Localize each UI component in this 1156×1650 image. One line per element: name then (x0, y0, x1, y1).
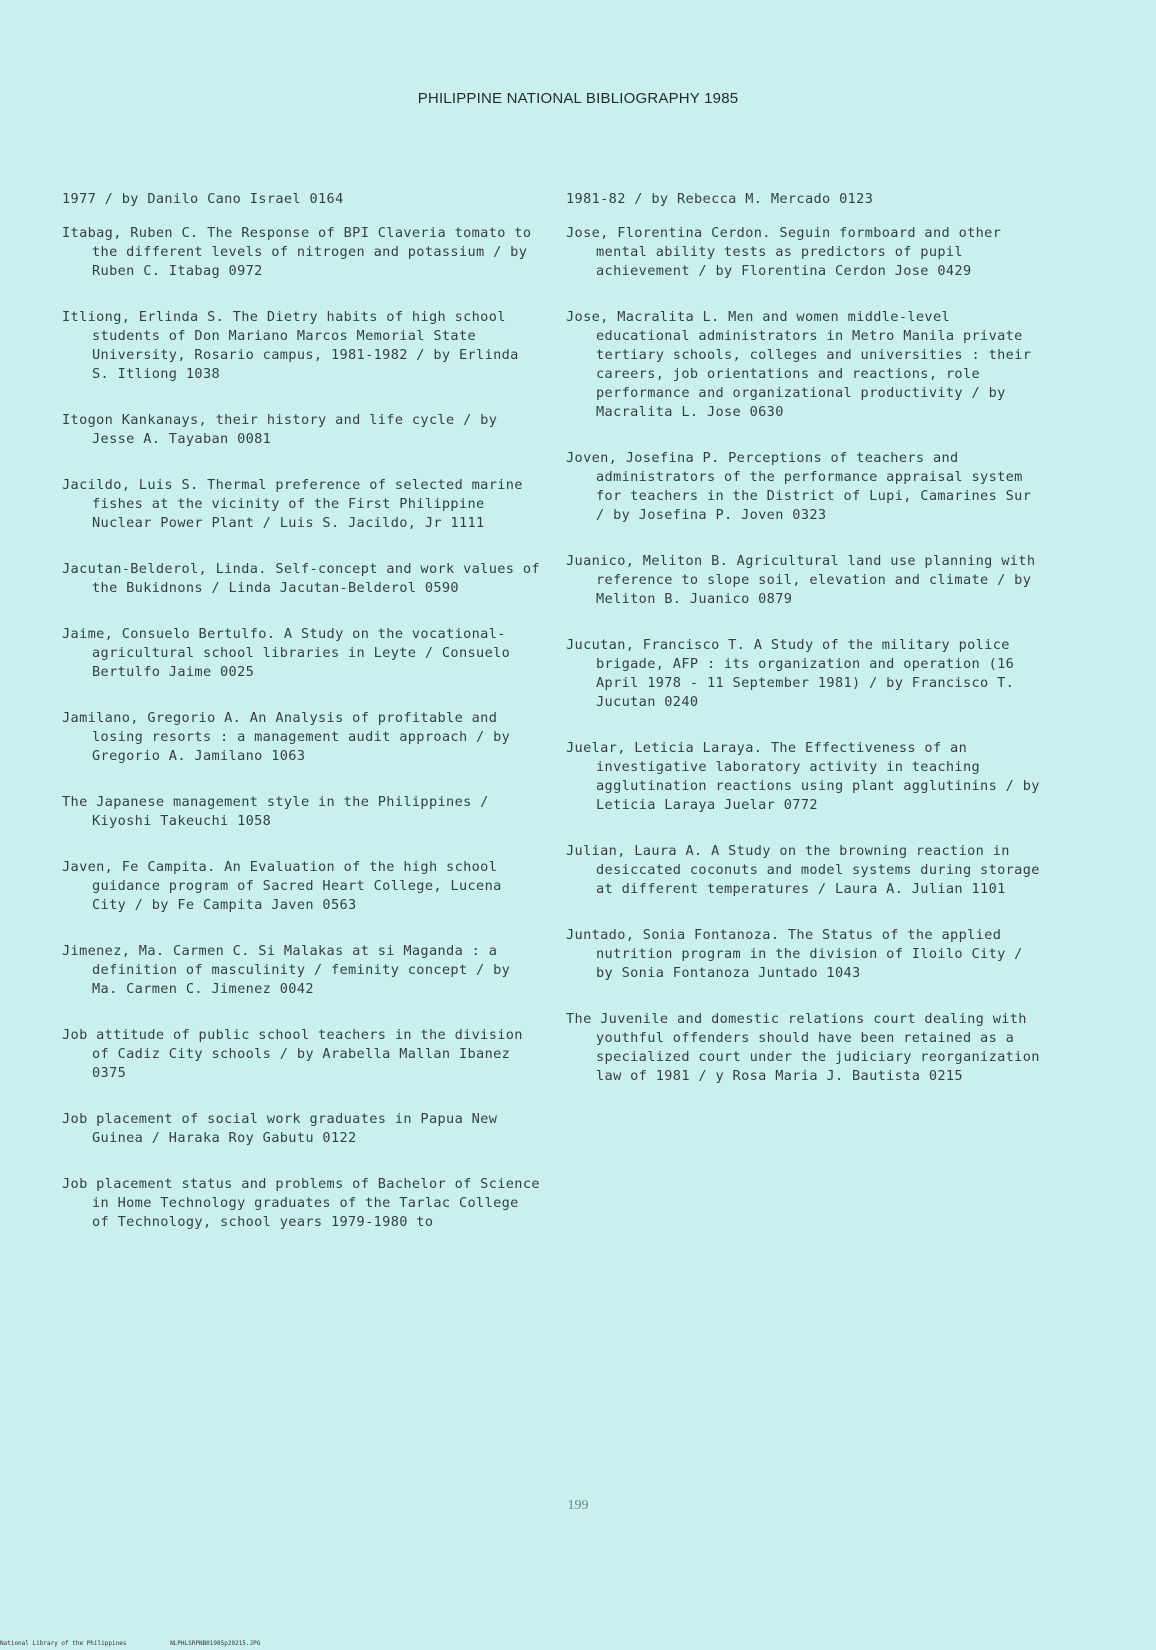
bibliography-entry: Juntado, Sonia Fontanoza. The Status of the applied nutrition program in the division of Iloilo City / by Sonia Fontanoza Juntado 1043 (566, 927, 1023, 981)
bibliography-entry: Job placement status and problems of Bachelor of Science in Home Technology graduates of the Tarlac College of Technology, school years 1979-1980 to (62, 1176, 540, 1230)
bibliography-entry: Jimenez, Ma. Carmen C. Si Malakas at si Maganda : a definition of masculinity / feminity concept / by Ma. Carmen C. Jimenez 0042 (62, 943, 511, 997)
bibliography-entry: Jose, Macralita L. Men and women middle-level educational administrators in Metro Manila private tertiary schools, colleges and universities : their careers, job orientations and reactions, role performance and organizational productivity / by Macralita L. Jose 0630 (566, 309, 1032, 420)
bibliography-entry: Jamilano, Gregorio A. An Analysis of profitable and losing resorts : a management audit approach / by Gregorio A. Jamilano 1063 (62, 710, 511, 764)
scan-footer (0, 1640, 300, 1647)
bibliography-entry: Jaime, Consuelo Bertulfo. A Study on the vocational-agricultural school libraries in Leyte / Consuelo Bertulfo Jaime 0025 (62, 626, 511, 680)
bibliography-entry: Jucutan, Francisco T. A Study of the military police brigade, AFP : its organization and operation (16 April 1978 - 11 September 1981) / by Francisco T. Jucutan 0240 (566, 637, 1015, 710)
bibliography-entry: Itliong, Erlinda S. The Dietry habits of high school students of Don Mariano Marcos Memorial State University, Rosario campus, 1981-1982 / by Erlinda S. Itliong 1038 (62, 309, 519, 382)
right-column (566, 190, 1046, 1113)
bibliography-entry: Joven, Josefina P. Perceptions of teachers and administrators of the performance appraisal system for teachers in the District of Lupi, Camarines Sur / by Josefina P. Joven 0323 (566, 450, 1032, 523)
bibliography-entry: Jacutan-Belderol, Linda. Self-concept and work values of the Bukidnons / Linda Jacutan-Belderol 0590 (62, 561, 540, 596)
bibliography-entry: Job placement of social work graduates in Papua New Guinea / Haraka Roy Gabutu 0122 (62, 1111, 498, 1146)
bibliography-entry: Julian, Laura A. A Study on the browning reaction in desiccated coconuts and model systems during storage at different temperatures / Laura A. Julian 1101 (566, 843, 1040, 897)
bibliography-entry: Jacildo, Luis S. Thermal preference of selected marine fishes at the vicinity of the First Philippine Nuclear Power Plant / Luis S. Jacildo, Jr 1111 (62, 477, 523, 531)
bibliography-entry: Javen, Fe Campita. An Evaluation of the high school guidance program of Sacred Heart College, Lucena City / by Fe Campita Javen 0563 (62, 859, 502, 913)
bibliography-entry: The Juvenile and domestic relations court dealing with youthful offenders should have been retained as a specialized court under the judiciary reorganization law of 1981 / y Rosa Maria J. Bautista 0215 (566, 1011, 1040, 1084)
bibliography-entry: Itabag, Ruben C. The Response of BPI Claveria tomato to the different levels of nitrogen and potassium / by Ruben C. Itabag 0972 (62, 225, 532, 279)
scan-file-label: NLPHLSRPNB01985p20215.JPG (170, 1640, 261, 1647)
bibliography-entry: Juanico, Meliton B. Agricultural land use planning with reference to slope soil, elevation and climate / by Meliton B. Juanico 0879 (566, 553, 1036, 607)
bibliography-entry: The Japanese management style in the Philippines / Kiyoshi Takeuchi 1058 (62, 794, 489, 829)
left-column (62, 190, 542, 1259)
bibliography-entry: Jose, Florentina Cerdon. Seguin formboard and other mental ability tests as predictors of pupil achievement / by Florentina Cerdon Jose 0429 (566, 225, 1002, 279)
bibliography-entry: 1977 / by Danilo Cano Israel 0164 (62, 191, 344, 207)
bibliography-entry: Job attitude of public school teachers in the division of Cadiz City schools / by Arabella Mallan Ibanez 0375 (62, 1027, 523, 1081)
bibliography-entry: Itogon Kankanays, their history and life cycle / by Jesse A. Tayaban 0081 (62, 412, 498, 447)
running-head: PHILIPPINE NATIONAL BIBLIOGRAPHY 1985 (417, 90, 739, 107)
scan-library-label: National Library of the Philippines (0, 1640, 127, 1647)
bibliography-entry: Juelar, Leticia Laraya. The Effectiveness of an investigative laboratory activity in teaching agglutination reactions using plant agglutinins / by Leticia Laraya Juelar 0772 (566, 740, 1040, 813)
page-number: 199 (567, 1498, 589, 1513)
bibliography-entry: 1981-82 / by Rebecca M. Mercado 0123 (566, 191, 874, 207)
